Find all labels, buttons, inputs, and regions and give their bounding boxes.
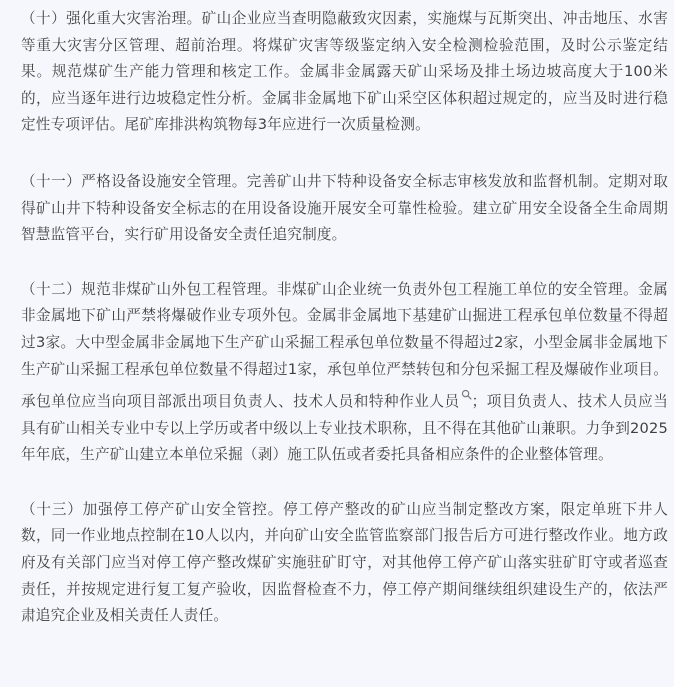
paragraph-13: （十三）加强停工停产矿山安全管控。停工停产整改的矿山应当制定整改方案，限定单班下井人数，同一作业地点控制在10人以内，并向矿山安全监管监察部门报告后方可进行整改作业。地方政府及有关部门应当对停工停产整改煤矿实施驻矿盯守，对其他停工停产矿山落实驻矿盯守或者巡查责任，并按规定进行复工复产验收，因监督检查不力，停工停产期间继续组织建设生产的，依法严肃追究企业及相关责任人责任。 xyxy=(21,500,668,625)
paragraph-12-part-b: ；项目负责人、技术人员应当具有矿山相关专业中专以上学历或者中级以上专业技术职称，且不得在其他矿山兼职。力争到2025年年底，生产矿山建立本单位采掘（剥）施工队伍或者委托具备相应条件的企业整体管理。 xyxy=(21,392,668,464)
search-icon[interactable] xyxy=(461,383,472,394)
paragraph-11: （十一）严格设备设施安全管理。完善矿山井下特种设备安全标志审核发放和监督机制。定期对取得矿山井下特种设备安全标志的在用设备设施开展安全可靠性检验。建立矿用安全设备全生命周期智慧监管平台，实行矿用设备安全责任追究制度。 xyxy=(21,172,668,244)
paragraph-10: （十）强化重大灾害治理。矿山企业应当查明隐蔽致灾因素，实施煤与瓦斯突出、冲击地压、水害等重大灾害分区管理、超前治理。将煤矿灾害等级鉴定纳入安全检测检验范围，及时公示鉴定结果。规范煤矿生产能力管理和核定工作。金属非金属露天矿山采场及排土场边坡高度大于100米的，应当逐年进行边坡稳定性分析。金属非金属地下矿山采空区体积超过规定的，应当及时进行稳定性专项评估。尾矿库排洪构筑物每3年应进行一次质量检测。 xyxy=(21,10,668,134)
paragraph-12-part-a: （十二）规范非煤矿山外包工程管理。非煤矿山企业统一负责外包工程施工单位的安全管理。金属非金属地下矿山严禁将爆破作业专项外包。金属非金属地下基建矿山掘进工程承包单位数量不得超过3家。大中型金属非金属地下生产矿山采掘工程承包单位数量不得超过2家，小型金属非金属地下生产矿山采掘工程承包单位数量不得超过1家，承包单位严禁转包和分包采掘工程及爆破作业项目。承包单位应当向项目部派出项目负责人、技术人员和特种作业人员 xyxy=(21,280,668,410)
paragraph-12 xyxy=(21,277,668,469)
